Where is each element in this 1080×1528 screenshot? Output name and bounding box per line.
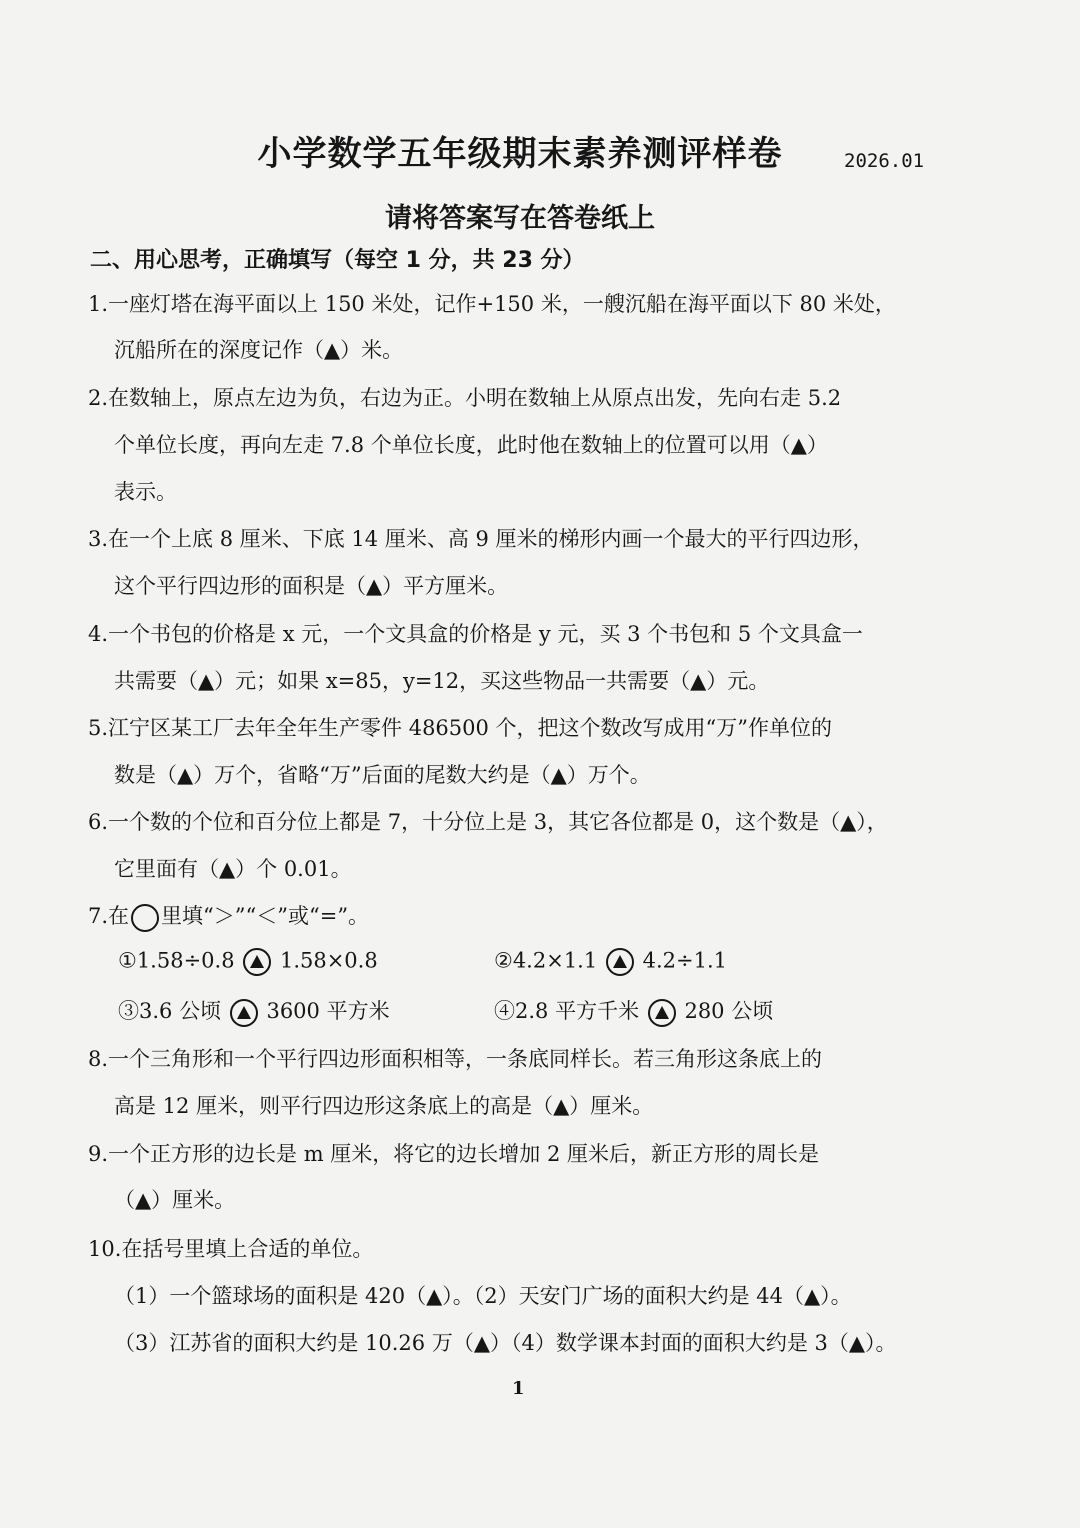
comparison-item-3 (118, 995, 390, 1027)
page-number: 1 (512, 1378, 525, 1399)
question-7-suffix: 里填“＞”“＜”或“=”。 (161, 904, 370, 928)
page-subtitle: 请将答案写在答卷纸上 (385, 203, 655, 234)
comparison-item-1 (118, 948, 378, 976)
question-5-line-2: 数是（▲）万个，省略“万”后面的尾数大约是（▲）万个。 (114, 763, 651, 787)
question-10-line-3: （3）江苏省的面积大约是 10.26 万（▲）（4）数学课本封面的面积大约是 3（▲）。 (114, 1331, 897, 1355)
triangle-in-circle-icon (606, 948, 634, 976)
comparison-item-4 (494, 995, 773, 1027)
exam-date: 2026.01 (844, 150, 925, 172)
comparison-left: ④2.8 平方千米 (494, 999, 640, 1023)
question-9-line-2: （▲）厘米。 (114, 1188, 236, 1212)
question-4-line-2: 共需要（▲）元；如果 x=85，y=12，买这些物品一共需要（▲）元。 (114, 669, 770, 693)
question-1-line-1: 1.一座灯塔在海平面以上 150 米处，记作+150 米，一艘沉船在海平面以下 80 米处， (88, 292, 896, 316)
comparison-item-2 (494, 948, 727, 976)
question-3-line-1: 3.在一个上底 8 厘米、下底 14 厘米、高 9 厘米的梯形内画一个最大的平行四边形， (88, 527, 874, 551)
comparison-right: 3600 平方米 (266, 999, 390, 1023)
question-7-prefix: 7.在 (88, 904, 130, 928)
comparison-left: ①1.58÷0.8 (118, 948, 235, 973)
question-2-line-2: 个单位长度，再向左走 7.8 个单位长度，此时他在数轴上的位置可以用（▲） (114, 433, 828, 457)
triangle-in-circle-icon (243, 948, 271, 976)
comparison-right: 280 公顷 (684, 999, 774, 1023)
comparison-left: ②4.2×1.1 (494, 948, 598, 973)
question-2-line-1: 2.在数轴上，原点左边为负，右边为正。小明在数轴上从原点出发，先向右走 5.2 (88, 386, 842, 410)
question-3-line-2: 这个平行四边形的面积是（▲）平方厘米。 (114, 574, 509, 598)
question-8-line-1: 8.一个三角形和一个平行四边形面积相等，一条底同样长。若三角形这条底上的 (88, 1047, 823, 1071)
section-heading: 二、用心思考，正确填写（每空 1 分，共 23 分） (90, 248, 585, 273)
comparison-left: ③3.6 公顷 (118, 999, 222, 1023)
triangle-in-circle-icon (230, 999, 258, 1027)
comparison-right: 1.58×0.8 (279, 948, 378, 973)
question-6-line-1: 6.一个数的个位和百分位上都是 7，十分位上是 3，其它各位都是 0，这个数是（▲）， (88, 810, 888, 834)
question-7-line (88, 900, 369, 932)
question-1-line-2: 沉船所在的深度记作（▲）米。 (114, 338, 404, 362)
question-10-line-2: （1）一个篮球场的面积是 420（▲）。（2）天安门广场的面积大约是 44（▲）。 (114, 1284, 852, 1308)
question-5-line-1: 5.江宁区某工厂去年全年生产零件 486500 个，把这个数改写成用“万”作单位的 (88, 716, 833, 740)
question-10-line-1: 10.在括号里填上合适的单位。 (88, 1237, 374, 1261)
comparison-right: 4.2÷1.1 (642, 948, 727, 973)
question-9-line-1: 9.一个正方形的边长是 m 厘米，将它的边长增加 2 厘米后，新正方形的周长是 (88, 1142, 820, 1166)
empty-circle-icon (131, 904, 159, 932)
triangle-in-circle-icon (648, 999, 676, 1027)
question-8-line-2: 高是 12 厘米，则平行四边形这条底上的高是（▲）厘米。 (114, 1094, 654, 1118)
question-6-line-2: 它里面有（▲）个 0.01。 (114, 857, 352, 881)
page-title: 小学数学五年级期末素养测评样卷 (257, 134, 783, 174)
question-4-line-1: 4.一个书包的价格是 x 元，一个文具盒的价格是 y 元，买 3 个书包和 5 个文具盒一 (88, 622, 863, 646)
question-2-line-3: 表示。 (114, 480, 177, 504)
